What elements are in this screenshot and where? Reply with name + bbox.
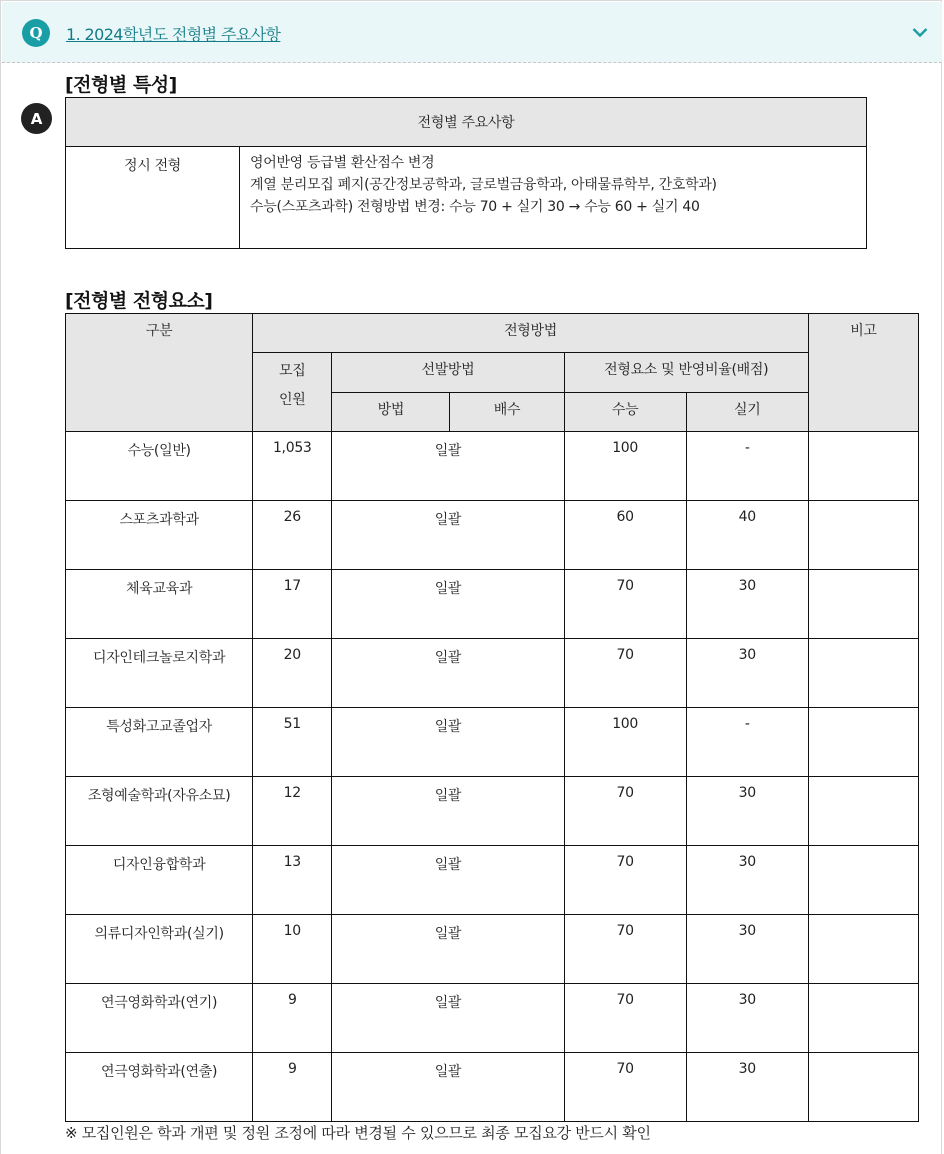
elements-table xyxy=(65,313,919,1122)
cell-suneung: 70 xyxy=(564,846,686,915)
header-quota-line: 모집 xyxy=(279,363,306,379)
characteristics-table xyxy=(65,97,867,249)
chevron-down-icon[interactable] xyxy=(912,26,928,38)
question-title-link[interactable]: 1. 2024학년도 전형별 주요사항 xyxy=(66,25,281,44)
header-quota-line: 인원 xyxy=(279,392,306,408)
cell-quota: 1,053 xyxy=(253,432,332,501)
section-title-characteristics: [전형별 특성] xyxy=(65,74,177,96)
cell-suneung: 100 xyxy=(564,432,686,501)
cell-suneung: 70 xyxy=(564,570,686,639)
cell-method: 일괄 xyxy=(332,915,564,984)
table-row xyxy=(66,501,919,570)
cell-remarks xyxy=(808,501,918,570)
cell-name: 수능(일반) xyxy=(66,432,253,501)
question-header[interactable] xyxy=(2,2,942,63)
cell-name: 스포츠과학과 xyxy=(66,501,253,570)
header-selection: 선발방법 xyxy=(332,353,564,393)
table-row xyxy=(66,432,919,501)
table-row xyxy=(66,708,919,777)
cell-name: 특성화고교졸업자 xyxy=(66,708,253,777)
cell-method: 일괄 xyxy=(332,984,564,1053)
table-row xyxy=(66,915,919,984)
header-remarks: 비고 xyxy=(808,314,918,432)
cell-suneung: 60 xyxy=(564,501,686,570)
cell-name: 체육교육과 xyxy=(66,570,253,639)
cell-remarks xyxy=(808,570,918,639)
header-method: 방법 xyxy=(332,393,450,432)
cell-practical: 30 xyxy=(686,639,808,708)
cell-practical: 30 xyxy=(686,777,808,846)
cell-practical: - xyxy=(686,708,808,777)
cell-remarks xyxy=(808,708,918,777)
table-row xyxy=(66,984,919,1053)
cell-practical: 30 xyxy=(686,915,808,984)
table-row xyxy=(66,570,919,639)
cell-suneung: 70 xyxy=(564,915,686,984)
cell-method: 일괄 xyxy=(332,501,564,570)
header-elements: 전형요소 및 반영비율(배점) xyxy=(564,353,808,393)
cell-remarks xyxy=(808,984,918,1053)
cell-practical: 30 xyxy=(686,1053,808,1122)
cell-quota: 9 xyxy=(253,984,332,1053)
cell-quota: 51 xyxy=(253,708,332,777)
cell-quota: 13 xyxy=(253,846,332,915)
cell-remarks xyxy=(808,915,918,984)
cell-suneung: 70 xyxy=(564,1053,686,1122)
row-description xyxy=(240,147,867,249)
cell-name: 디자인테크놀로지학과 xyxy=(66,639,253,708)
header-quota xyxy=(253,353,332,432)
description-line: 수능(스포츠과학) 전형방법 변경: 수능 70 + 실기 30 → 수능 60 + 실기 40 xyxy=(250,199,700,215)
characteristics-table-header: 전형별 주요사항 xyxy=(66,98,867,147)
cell-name: 연극영화학과(연출) xyxy=(66,1053,253,1122)
cell-practical: 40 xyxy=(686,501,808,570)
footnote: ※ 모집인원은 학과 개편 및 정원 조정에 따라 변경될 수 있으므로 최종 모집요강 반드시 확인 xyxy=(65,1124,651,1142)
cell-quota: 17 xyxy=(253,570,332,639)
cell-method: 일괄 xyxy=(332,777,564,846)
cell-remarks xyxy=(808,777,918,846)
table-row xyxy=(66,846,919,915)
cell-method: 일괄 xyxy=(332,1053,564,1122)
cell-quota: 20 xyxy=(253,639,332,708)
cell-quota: 10 xyxy=(253,915,332,984)
cell-practical: 30 xyxy=(686,846,808,915)
cell-name: 의류디자인학과(실기) xyxy=(66,915,253,984)
header-suneung: 수능 xyxy=(564,393,686,432)
description-line: 계열 분리모집 폐지(공간정보공학과, 글로벌금융학과, 아태물류학부, 간호학과) xyxy=(250,177,717,193)
cell-name: 조형예술학과(자유소묘) xyxy=(66,777,253,846)
cell-practical: 30 xyxy=(686,984,808,1053)
cell-quota: 12 xyxy=(253,777,332,846)
section-title-elements: [전형별 전형요소] xyxy=(65,290,213,312)
header-method-group: 전형방법 xyxy=(253,314,809,353)
cell-name: 연극영화학과(연기) xyxy=(66,984,253,1053)
question-badge: Q xyxy=(22,19,50,47)
cell-suneung: 100 xyxy=(564,708,686,777)
description-line: 영어반영 등급별 환산점수 변경 xyxy=(250,155,435,171)
cell-method: 일괄 xyxy=(332,846,564,915)
header-multiple: 배수 xyxy=(450,393,564,432)
cell-remarks xyxy=(808,639,918,708)
cell-remarks xyxy=(808,1053,918,1122)
cell-suneung: 70 xyxy=(564,777,686,846)
cell-suneung: 70 xyxy=(564,984,686,1053)
cell-quota: 9 xyxy=(253,1053,332,1122)
table-row xyxy=(66,1053,919,1122)
cell-method: 일괄 xyxy=(332,432,564,501)
cell-quota: 26 xyxy=(253,501,332,570)
cell-method: 일괄 xyxy=(332,639,564,708)
cell-method: 일괄 xyxy=(332,708,564,777)
table-row xyxy=(66,147,867,249)
cell-name: 디자인융합학과 xyxy=(66,846,253,915)
header-practical: 실기 xyxy=(686,393,808,432)
table-row xyxy=(66,639,919,708)
table-row xyxy=(66,777,919,846)
header-category: 구분 xyxy=(66,314,253,432)
row-label: 정시 전형 xyxy=(66,147,240,249)
cell-practical: - xyxy=(686,432,808,501)
cell-remarks xyxy=(808,432,918,501)
cell-remarks xyxy=(808,846,918,915)
cell-suneung: 70 xyxy=(564,639,686,708)
answer-badge: A xyxy=(21,103,52,134)
cell-method: 일괄 xyxy=(332,570,564,639)
cell-practical: 30 xyxy=(686,570,808,639)
